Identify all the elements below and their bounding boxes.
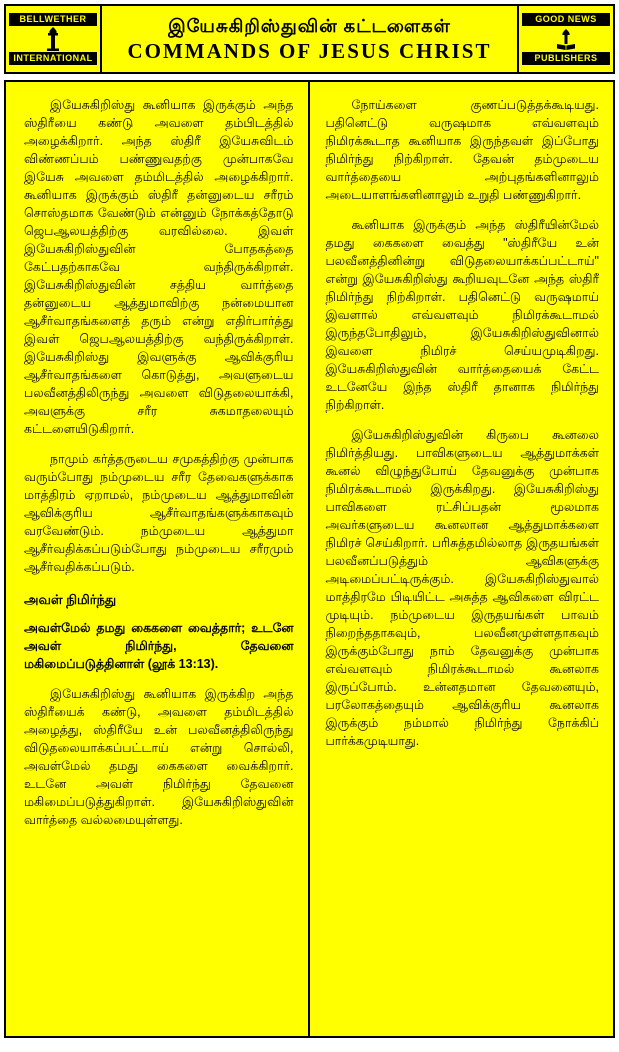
document-body	[4, 80, 615, 1038]
good-news-publishers-logo	[517, 6, 613, 72]
good-news-logo-top-text: GOOD NEWS	[522, 13, 610, 26]
section-subheading: அவள் நிமிர்ந்து	[24, 592, 117, 607]
good-news-logo-bottom-text: PUBLISHERS	[522, 52, 610, 65]
bellwether-logo-top-text: BELLWETHER	[9, 13, 97, 26]
left-column	[6, 82, 310, 1036]
right-column	[310, 82, 614, 1036]
paragraph: இயேசுகிறிஸ்து கூனியாக இருக்கிற அந்த ஸ்திரீயைக் கண்டு, அவளை தம்மிடத்தில் அழைத்து, ஸ்திரீயே உன் பலவீனத்திலிருந்து விடுதலையாக்கப்பட்டாய் என்று சொல்லி, அவள்மேல் தமது கைகளை வைக்கிறார். உடனே அவள் நிமிர்ந்து தேவனை மகிமைப்படுத்துகிறாள். இயேசுகிறிஸ்துவின் வார்த்தை வல்லமையுள்ளது.	[24, 687, 294, 827]
page-title	[102, 6, 517, 72]
paragraph: நாமும் கர்த்தருடைய சமுகத்திற்கு முன்பாக வரும்போது நம்முடைய சரீர தேவைகளுக்காக மாத்திரம் ஏறாமல், நம்முடைய ஆத்துமாவின் ஆவிக்குரிய ஆசீர்வாதங்களுக்காகவும் வரவேண்டும். நம்முடைய ஆத்துமா ஆசீர்வதிக்கப்படும்போது நம்முடைய சரீரமும் ஆசீர்வதிக்கப்படும்.	[24, 452, 294, 574]
title-english: COMMANDS OF JESUS CHRIST	[127, 39, 492, 63]
document-page	[0, 4, 619, 1052]
scripture-verse: அவள்மேல் தமது கைகளை வைத்தார்; உடனே அவள் நிமிர்ந்து, தேவனை மகிமைப்படுத்தினாள் (லூக் 13:13).	[24, 621, 294, 671]
document-header	[4, 4, 615, 74]
paragraph: நோய்களை குணப்படுத்தக்கூடியது. பதினெட்டு வருஷமாக எவ்வளவும் நிமிரக்கூடாத கூனியாக இருந்தவள் இப்போது நிமிர்ந்து நிற்கிறாள். தேவன் தம்முடைய வார்த்தையை அற்புதங்களினாலும் அடையாளங்களினாலும் உறுதி பண்ணுகிறார்.	[325, 98, 599, 202]
paragraph: இயேசுகிறிஸ்து கூனியாக இருக்கும் அந்த ஸ்திரீயை கண்டு அவளை தம்பிடத்தில் அழைக்கிறார். அந்த ஸ்திரீ இயேசுவிடம் விண்ணப்பம் பண்ணுவதற்கு முன்பாகவே இயேசு அவளை தம்மிடத்தில் அழைக்கிறார். கூனியாக இருக்கும் ஸ்திரீ தன்னுடைய சரீரம் சொஸ்தமாக வேண்டும் என்னும் நோக்கத்தோடு ஜெபஆலயத்திற்கு வரவில்லை. இவள் இயேசுகிறிஸ்துவின் போதகத்தை கேட்பதற்காகவே வந்திருக்கிறாள். இயேசுகிறிஸ்துவின் சத்திய வார்த்தை தன்னுடைய ஆத்துமாவிற்கு நன்மையான ஆசீர்வாதங்களைத் தரும் என்று எதிர்பார்த்து இவள் ஜெபஆலயத்திற்கு வந்திருக்கிறாள். இயேசுகிறிஸ்து இவளுக்கு ஆவிக்குரிய ஆசீர்வாதங்களை கொடுத்து, அவளுடைய பலவீனத்திலிருந்து அவளை விடுதலையாக்கி, அவளுக்கு சரீர சுகமாதலையும் கட்டளையிடுகிறார்.	[24, 98, 294, 436]
paragraph: கூனியாக இருக்கும் அந்த ஸ்திரீயின்மேல் தமது கைகளை வைத்து "ஸ்திரீயே உன் பலவீனத்தினின்று விடுதலையாக்கப்பட்டாய்" என்று இயேசுகிறிஸ்து கூறியவுடனே அந்த ஸ்திரீ நிமிர்ந்து நிற்கிறாள். பதினெட்டு வருஷமாய் இவளால் எவ்வளவும் நிமிரக்கூடாமல் இருந்தபோதிலும், இயேசுகிறிஸ்துவினால் இவளை நிமிரச் செய்யமுடிகிறது. இயேசுகிறிஸ்துவின் வார்த்தையைக் கேட்ட உடனேயே இந்த ஸ்திரீ தானாக நிமிர்ந்து நிற்கிறாள்.	[325, 218, 599, 412]
title-tamil: இயேசுகிறிஸ்துவின் கட்டளைகள்	[168, 16, 451, 36]
bellwether-logo-bottom-text: INTERNATIONAL	[9, 52, 97, 65]
paragraph: இயேசுகிறிஸ்துவின் கிருபை கூனலை நிமிர்த்தியது. பாவிகளுடைய ஆத்துமாக்கள் கூனல் விழுந்துபோய் தேவனுக்கு முன்பாக நிமிரக்கூடாமல் இருக்கிறது. இயேசுகிறிஸ்து பாவிகளை ரட்சிப்பதன் மூலமாக அவர்களுடைய கூனலான ஆத்துமாக்களை நிமிரச் செய்கிறார். பரிசுத்தமில்லாத இருதயங்கள் பலவீனப்படுத்தும் ஆவிகளுக்கு அடிமைப்பட்டிருக்கும். இயேசுகிறிஸ்துவால் மாத்திரமே பிடியிட்ட அசுத்த ஆவிகளை விரட்ட முடியும். நம்முடைய இருதயங்கள் பாவம் நிறைந்ததாகவும், பலவீனமுள்ளதாகவும் இருக்கும்போது நாம் தேவனுக்கு முன்பாக எவ்வளவும் நிமிரக்கூடாமல் கூனலாக இருப்போம். உன்னதமான தேவனையும், பரலோகத்தையும் ஆவிக்குரிய கூனலாக இருக்கும் நம்மால் நிமிர்ந்து நோக்கிப் பார்க்கமுடியாது.	[325, 428, 599, 748]
torch-emblem-icon	[9, 26, 97, 52]
open-book-torch-icon	[522, 26, 610, 52]
bellwether-international-logo	[6, 6, 102, 72]
